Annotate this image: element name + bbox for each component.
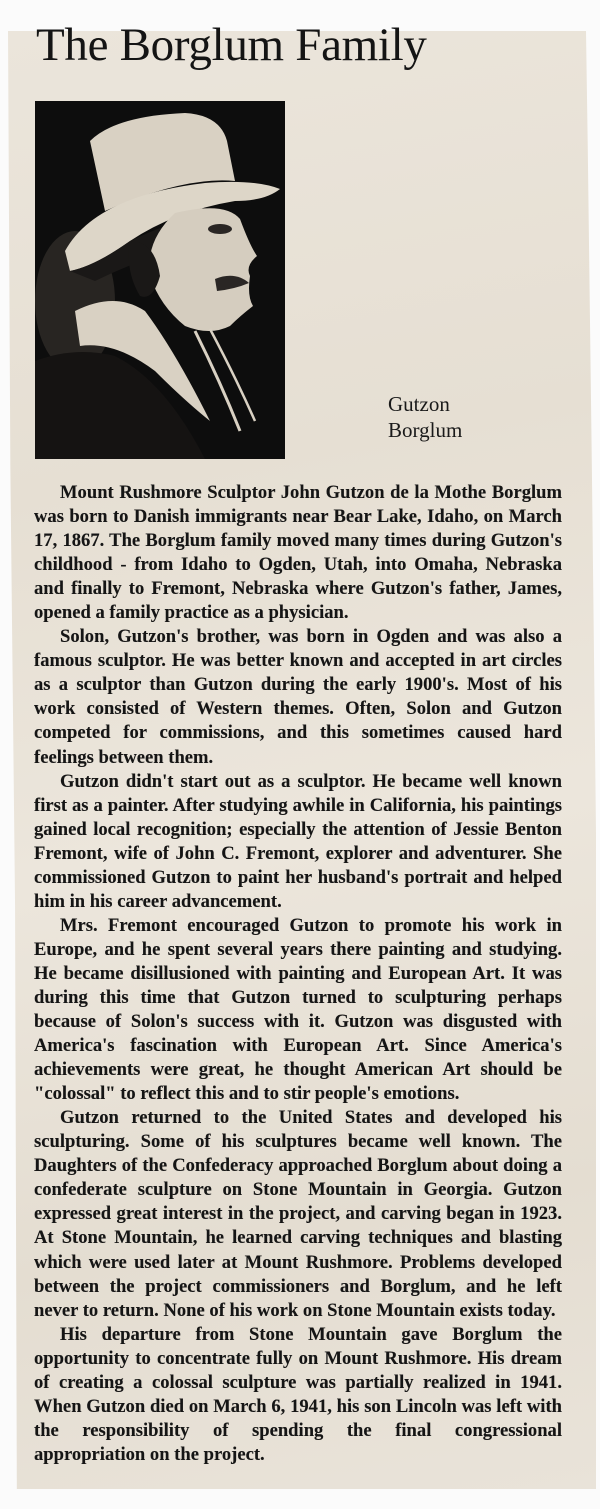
caption-first-name: Gutzon (388, 392, 450, 416)
caption-last-name: Borglum (388, 418, 463, 442)
portrait-photo-icon (35, 101, 285, 459)
article-body (34, 481, 562, 1467)
paragraph-rushmore: His departure from Stone Mountain gave Borglum the opportunity to concentrate fully on Mount Rushmore. His dream of creating a colossal sculpture was partially realized in 1941. When Gutzon died on March 6, 1941, his son Lincoln was left with the responsibility of spending the final congressional appropriation on the project. (34, 1323, 562, 1465)
paragraph-solon: Solon, Gutzon's brother, was born in Ogden and was also a famous sculptor. He was better known and accepted in art circles as a sculptor than Gutzon during the early 1900's. Most of his work consisted of Western themes. Often, Solon and Gutzon competed for commissions, and this sometimes caused hard feelings between them. (34, 626, 562, 768)
photo-caption (388, 391, 462, 443)
headline: The Borglum Family (36, 19, 427, 71)
paragraph-painter: Gutzon didn't start out as a sculptor. He became well known first as a painter. After studying awhile in California, his paintings gained local recognition; especially the attention of Jessie Benton Fremont, wife of John C. Fremont, explorer and adventurer. She commissioned Gutzon to paint her husband's portrait and helped him in his career advancement. (34, 770, 562, 912)
paragraph-europe: Mrs. Fremont encouraged Gutzon to promote his work in Europe, and he spent several years there painting and studying. He became disillusioned with painting and European Art. It was during this time that Gutzon turned to sculpturing perhaps because of Solon's success with it. Gutzon was disgusted with America's fascination with European Art. Since America's achievements were great, he thought American Art should be "colossal" to reflect this and to stir people's emotions. (34, 914, 562, 1105)
portrait-illustration-icon (35, 101, 285, 459)
paragraph-birth: Mount Rushmore Sculptor John Gutzon de la Mothe Borglum was born to Danish immigrants near Bear Lake, Idaho, on March 17, 1867. The Borglum family moved many times during Gutzon's childhood - from Idaho to Ogden, Utah, into Omaha, Nebraska and finally to Fremont, Nebraska where Gutzon's father, James, opened a family practice as a physician. (34, 482, 562, 624)
paragraph-stone-mountain: Gutzon returned to the United States and developed his sculpturing. Some of his sculptures became well known. The Daughters of the Confederacy approached Borglum about doing a confederate sculpture on Stone Mountain in Georgia. Gutzon expressed great interest in the project, and carving began in 1923. At Stone Mountain, he learned carving techniques and blasting which were used later at Mount Rushmore. Problems developed between the project commissioners and Borglum, and he left never to return. None of his work on Stone Mountain exists today. (34, 1107, 562, 1321)
